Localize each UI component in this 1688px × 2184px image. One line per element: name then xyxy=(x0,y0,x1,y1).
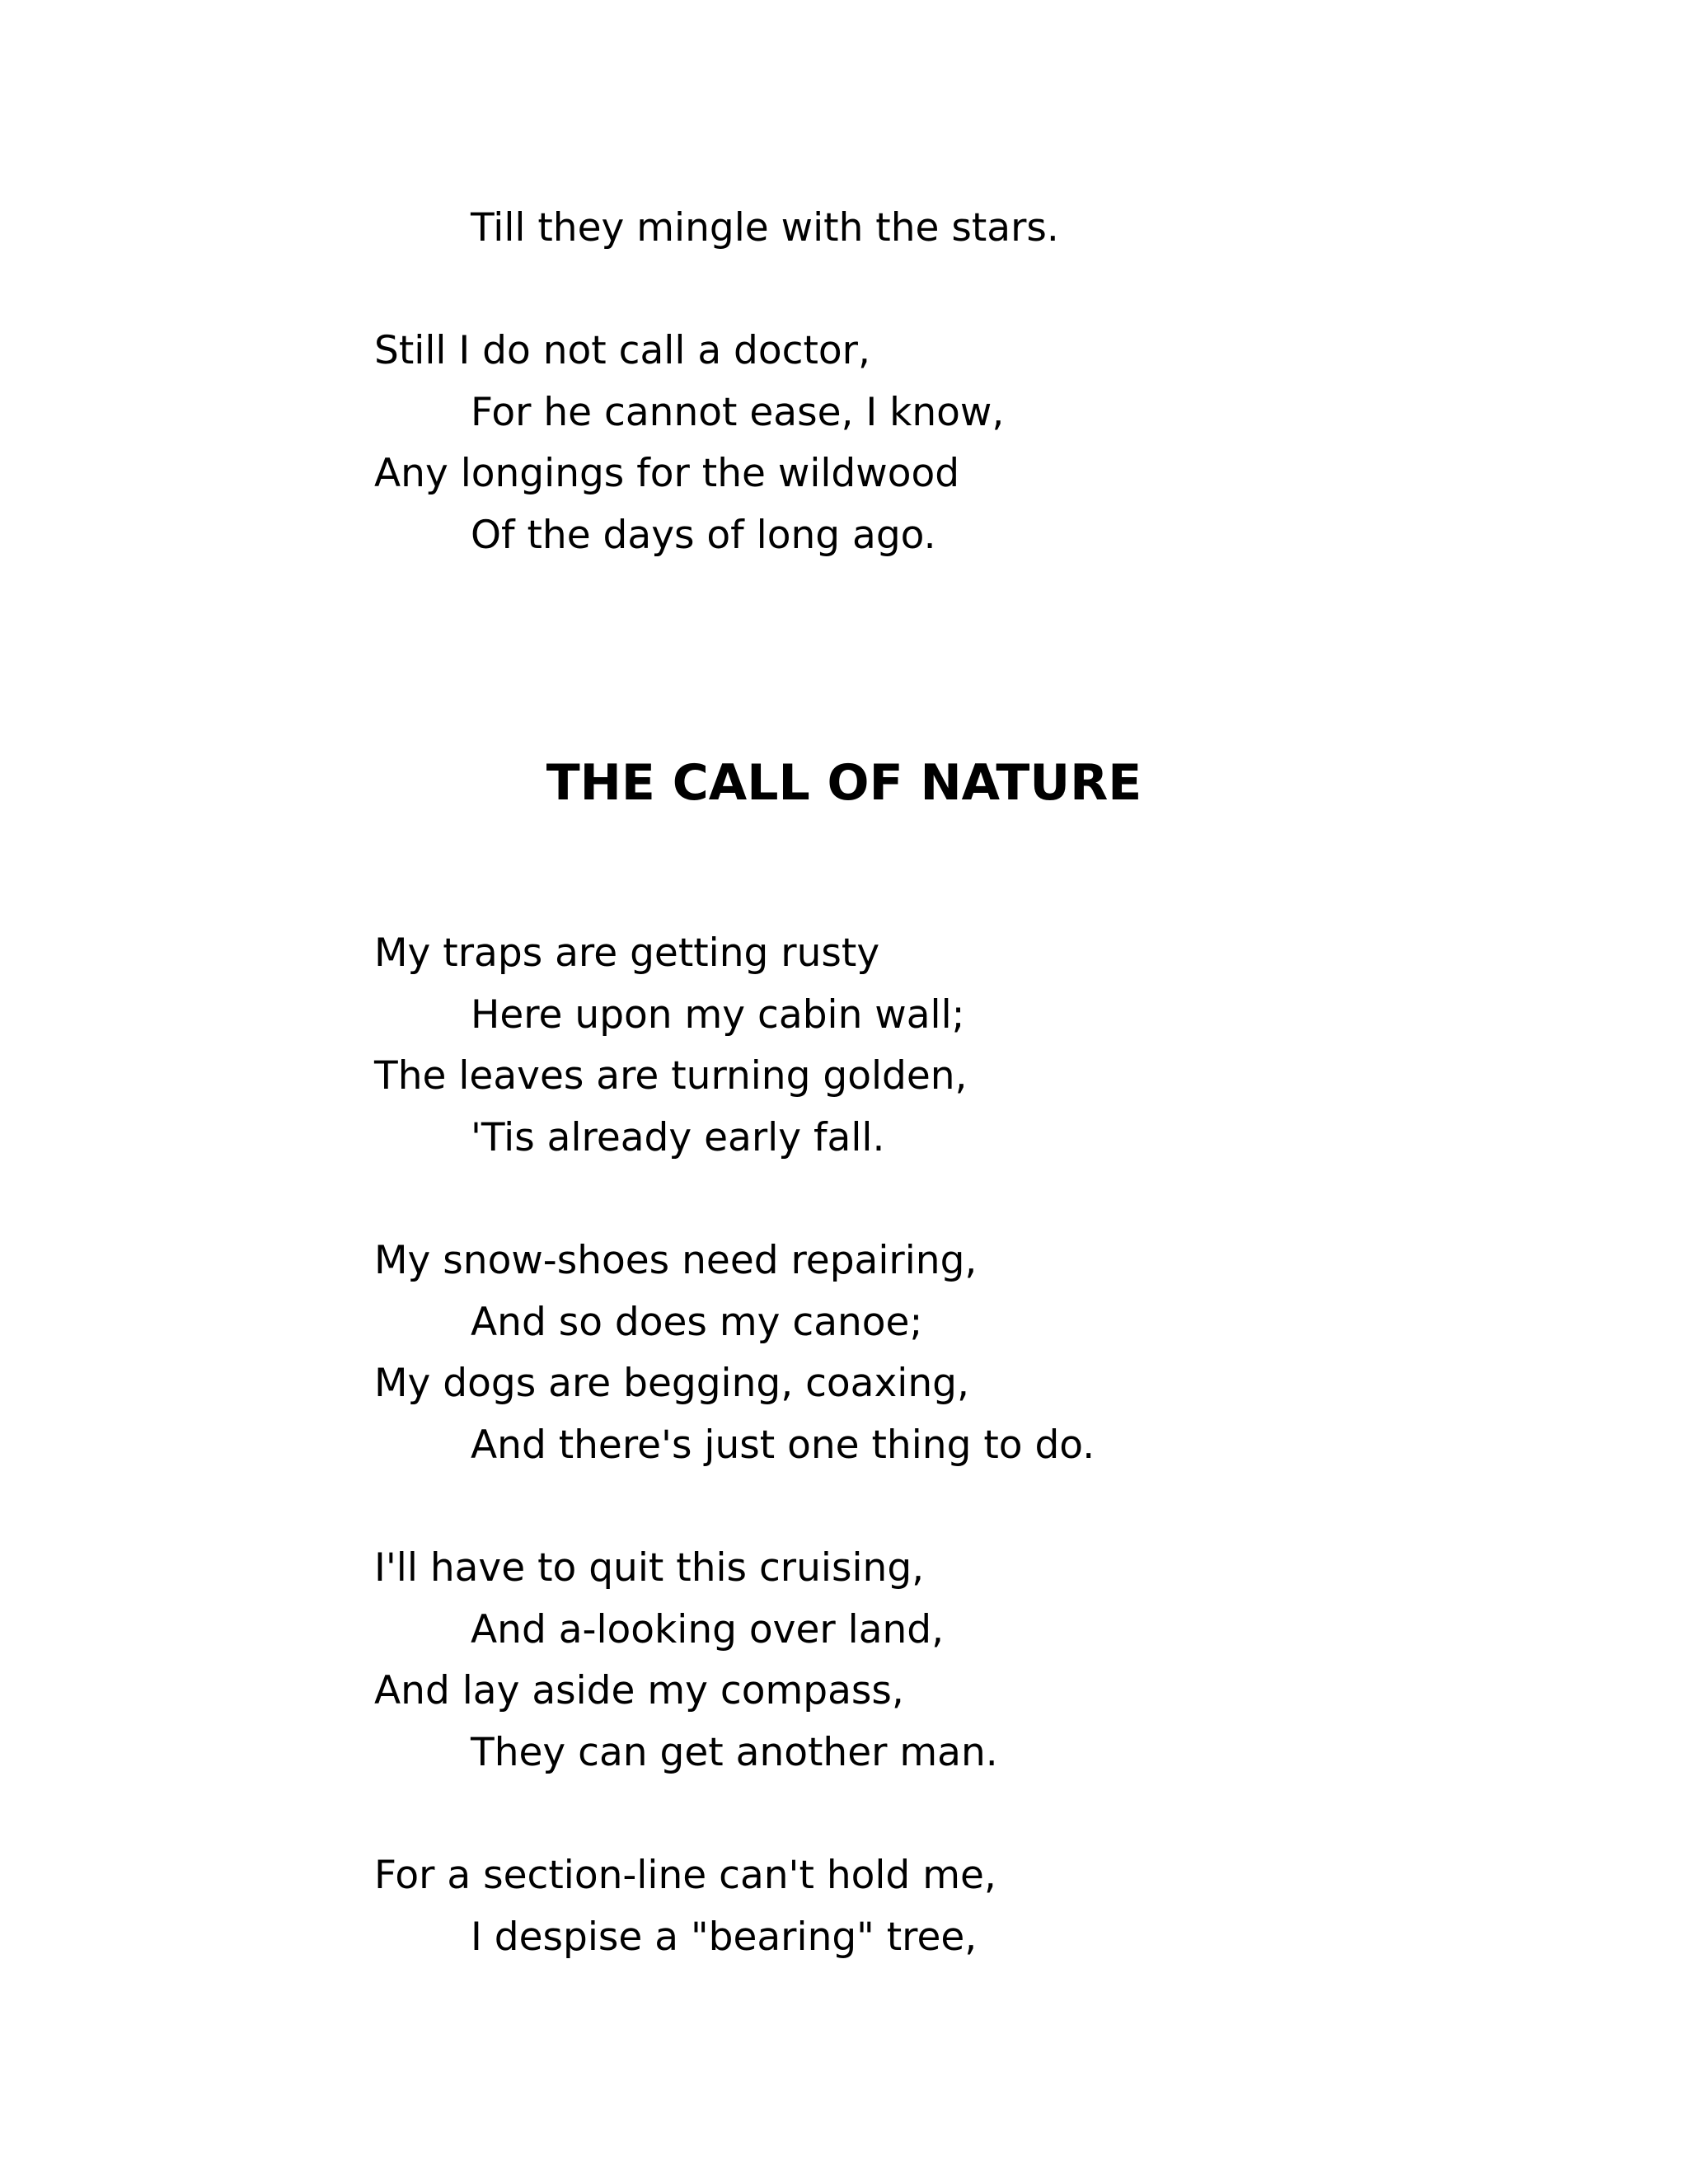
poem-title: THE CALL OF NATURE xyxy=(546,754,1142,812)
poem-line: The leaves are turning golden, xyxy=(374,1053,968,1099)
poem-line: Of the days of long ago. xyxy=(471,513,936,558)
poem-line: For he cannot ease, I know, xyxy=(471,390,1005,435)
poem-line: 'Tis already early fall. xyxy=(471,1115,885,1160)
poem-line: My snow-shoes need repairing, xyxy=(374,1238,978,1283)
poem-line: I despise a "bearing" tree, xyxy=(471,1915,978,1960)
poem-line: My traps are getting rusty xyxy=(374,930,880,976)
poem-line: My dogs are begging, coaxing, xyxy=(374,1361,969,1406)
poem-line: For a section-line can't hold me, xyxy=(374,1853,996,1898)
poem-line: Till they mingle with the stars. xyxy=(471,205,1059,251)
poem-line: And there's just one thing to do. xyxy=(471,1422,1095,1468)
poem-line: And lay aside my compass, xyxy=(374,1668,904,1713)
poem-line: I'll have to quit this cruising, xyxy=(374,1545,925,1591)
poem-line: And so does my canoe; xyxy=(471,1300,923,1345)
poem-line: Still I do not call a doctor, xyxy=(374,328,870,373)
poem-line: And a-looking over land, xyxy=(471,1607,945,1652)
poem-line: They can get another man. xyxy=(471,1730,998,1775)
poem-line: Any longings for the wildwood xyxy=(374,451,960,496)
poem-line: Here upon my cabin wall; xyxy=(471,992,965,1038)
